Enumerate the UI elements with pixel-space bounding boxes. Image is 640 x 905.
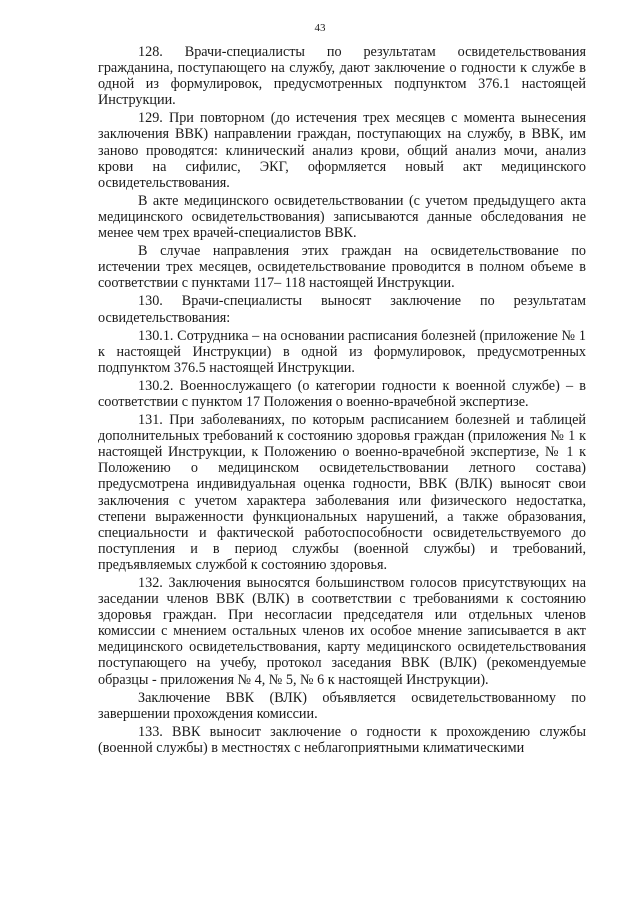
paragraph-130-2: 130.2. Военнослужащего (о категории годности к военной службе) – в соответствии с пунктом 17 Положения о военно-врачебной экспертизе. (98, 377, 586, 410)
paragraph-133: 133. ВВК выносит заключение о годности к прохождению службы (военной службы) в местностях с неблагоприятными климатическими (98, 723, 586, 756)
paragraph-130-1: 130.1. Сотрудника – на основании расписания болезней (приложение № 1 к настоящей Инструкции) в одной из формулировок, предусмотренных подпунктом 376.5 настоящей Инструкции. (98, 327, 586, 376)
paragraph-129-act: В акте медицинского освидетельствовании (с учетом предыдущего акта медицинского освидетельствования) записываются данные обследования не менее чем трех врачей-специалистов ВВК. (98, 192, 586, 242)
paragraph-131: 131. При заболеваниях, по которым расписанием болезней и таблицей дополнительных требований к состоянию здоровья граждан (приложения № 1 к настоящей Инструкции, к Положению о военно-врачебной экспертизе, № 1 к Положению о медицинском освидетельствовании летного состава) предусмотрена индивидуальная оценка годности, ВВК (ВЛК) выносят свои заключения с учетом характера заболевания или физического недостатка, степени выраженности функциональных нарушений, а также образования, специальности и фактической работоспособности освидетельствуемого до поступления и в период службы (военной службы) и требований, предъявляемых службой к состоянию здоровья. (98, 412, 586, 573)
paragraph-130: 130. Врачи-специалисты выносят заключение по результатам освидетельствования: (98, 293, 586, 326)
paragraph-132: 132. Заключения выносятся большинством голосов присутствующих на заседании членов ВВК (ВЛК) в соответствии с требованиями к состоянию здоровья граждан. При несогласии председателя или отдельных членов комиссии с мнением остальных членов их особое мнение записывается в акт медицинского освидетельствования, карту медицинского освидетельствования поступающего на учебу, протокол заседания ВВК (ВЛК) (рекомендуемые образцы - приложения № 4, № 5, № 6 к настоящей Инструкции). (98, 575, 586, 688)
paragraph-128: 128. Врачи-специалисты по результатам освидетельствования гражданина, поступающего на службу, дают заключение о годности к службе в одной из формулировок, предусмотренных подпунктом 376.1 настоящей Инструкции. (98, 44, 586, 109)
document-body (98, 44, 586, 756)
page-number: 43 (314, 22, 326, 34)
paragraph-132-announcement: Заключение ВВК (ВЛК) объявляется освидетельствованному по завершении прохождения комиссии. (98, 689, 586, 722)
paragraph-129: 129. При повторном (до истечения трех месяцев с момента вынесения заключения ВВК) направлении граждан, поступающих на службу, в ВВК, им заново проводятся: клинический анализ крови, общий анализ мочи, анализ крови на сифилис, ЭКГ, оформляется новый акт медицинского освидетельствования. (98, 110, 586, 191)
paragraph-129-expiry: В случае направления этих граждан на освидетельствование по истечении трех месяцев, освидетельствование проводится в полном объеме в соответствии с пунктами 117– 118 настоящей Инструкции. (98, 243, 586, 292)
